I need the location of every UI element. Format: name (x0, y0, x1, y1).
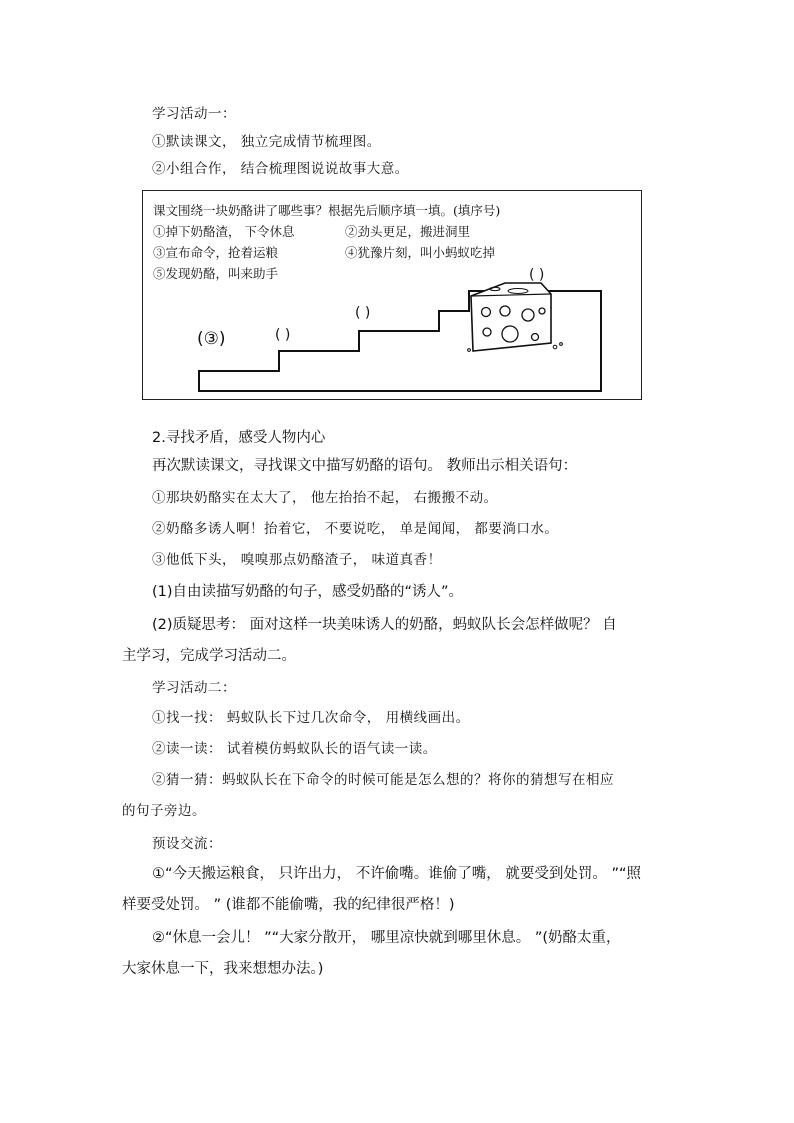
section2-intro: 再次默读课文，寻找课文中描写奶酪的语句。 教师出示相关语句： (152, 458, 578, 474)
quote-3: ③他低下头， 嗅嗅那点奶酪渣子， 味道真香！ (152, 552, 442, 568)
quote-2: ②奶酪多诱人啊！抬着它， 不要说吃， 单是闻闻， 都要淌口水。 (152, 521, 559, 537)
preset-title: 预设交流： (152, 836, 222, 852)
staircase-diagram (143, 191, 643, 401)
diagram-blank-4: ( ) (529, 267, 545, 283)
diagram-option-5: ⑤发现奶酪，叫来助手 (153, 266, 279, 281)
diagram-option-4: ④犹豫片刻，叫小蚂蚁吃掉 (345, 245, 496, 260)
preset-item-2-line-1: ②“休息一会儿！ ”“大家分散开， 哪里凉快就到哪里休息。 ”(奶酪太重， (152, 930, 621, 946)
diagram-blank-3: ( ) (355, 305, 371, 321)
diagram-option-2: ②劲头更足，搬进洞里 (345, 224, 471, 239)
diagram-option-3: ③宣布命令，抢着运粮 (153, 245, 279, 260)
activity2-title: 学习活动二： (152, 680, 236, 696)
plot-diagram-box (142, 190, 642, 400)
preset-item-1-line-1: ①“今天搬运粮食， 只许出力， 不许偷嘴。谁偷了嘴， 就要受到处罚。 ”“照 (152, 866, 641, 882)
activity2-step-3-cont: 的句子旁边。 (122, 803, 206, 819)
preset-item-1-line-2: 样要受处罚。 ” (谁都不能偷嘴，我的纪律很严格！) (122, 897, 455, 913)
diagram-question: 课文围绕一块奶酪讲了哪些事？根据先后顺序填一填。(填序号) (153, 203, 501, 218)
activity1-step-1: ①默读课文， 独立完成情节梳理图。 (152, 134, 381, 150)
cheese-icon (468, 283, 563, 351)
section2-heading: 2.寻找矛盾，感受人物内心 (152, 430, 326, 446)
task-2-line-2: 主学习，完成学习活动二。 (122, 648, 296, 664)
task-1: (1)自由读描写奶酪的句子，感受奶酪的“诱人”。 (152, 584, 464, 600)
activity1-step-2: ②小组合作， 结合梳理图说说故事大意。 (152, 161, 409, 177)
activity2-step-3: ②猜一猜：蚂蚁队长在下命令的时候可能是怎么想的？将你的猜想写在相应 (152, 772, 614, 788)
diagram-option-1: ①掉下奶酪渣， 下令休息 (153, 224, 295, 239)
preset-item-2-line-2: 大家休息一下，我来想想办法。) (122, 961, 324, 977)
task-2-line-1: (2)质疑思考： 面对这样一块美味诱人的奶酪，蚂蚁队长会怎样做呢？ 自 (152, 617, 617, 633)
quote-1: ①那块奶酪实在太大了， 他左抬抬不起， 右搬搬不动。 (152, 490, 498, 506)
activity2-step-2: ②读一读： 试着模仿蚂蚁队长的语气读一读。 (152, 741, 437, 757)
diagram-blank-1: (③) (197, 329, 226, 349)
diagram-blank-2: ( ) (275, 327, 291, 343)
activity1-title: 学习活动一： (152, 106, 236, 122)
activity2-step-1: ①找一找： 蚂蚁队长下过几次命令， 用横线画出。 (152, 710, 470, 726)
